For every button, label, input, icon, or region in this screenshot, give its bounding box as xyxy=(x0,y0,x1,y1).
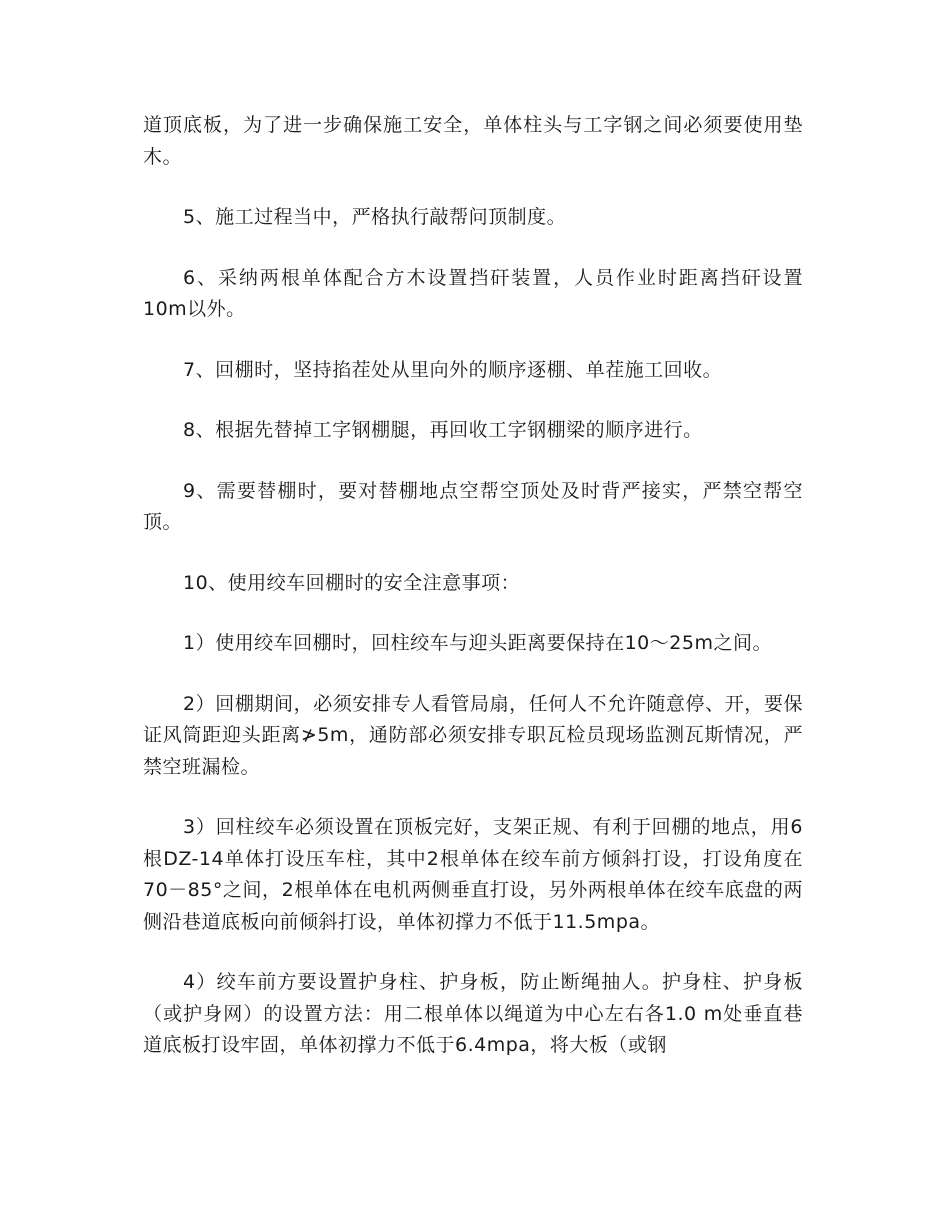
paragraph-continuation: 道顶底板，为了进一步确保施工安全，单体柱头与工字钢之间必须要使用垫木。 xyxy=(143,114,803,168)
paragraph-item-5: 5、施工过程当中，严格执行敲帮问顶制度。 xyxy=(183,206,567,228)
paragraph-item-8: 8、根据先替掉工字钢棚腿，再回收工字钢棚梁的顺序进行。 xyxy=(183,419,703,441)
paragraph-item-6: 6、采纳两根单体配合方木设置挡矸装置，人员作业时距离挡矸设置10m以外。 xyxy=(143,266,803,320)
paragraph-item-7: 7、回棚时，坚持掐茬处从里向外的顺序逐棚、单茬施工回收。 xyxy=(183,358,723,381)
paragraph-subitem-2: 2）回棚期间，必须安排专人看管局扇，任何人不允许随意停、开，要保证风筒距迎头距离≯5m，通防部必须安排专职瓦检员现场监测瓦斯情况，严禁空班漏检。 xyxy=(143,692,803,778)
paragraph-item-10: 10、使用绞车回棚时的安全注意事项： xyxy=(183,571,521,594)
paragraph-subitem-3: 3）回柱绞车必须设置在顶板完好，支架正规、有利于回棚的地点，用6根DZ-14单体打设压车柱，其中2根单体在绞车前方倾斜打设，打设角度在70－85°之间，2根单体在电机两侧垂直打设，另外两根单体在绞车底盘的两侧沿巷道底板向前倾斜打设，单体初撑力不低于11.5mpa。 xyxy=(143,816,803,933)
document-body xyxy=(143,110,803,1091)
paragraph-item-9: 9、需要替棚时，要对替棚地点空帮空顶处及时背严接实，严禁空帮空顶。 xyxy=(143,479,803,533)
paragraph-subitem-4: 4）绞车前方要设置护身柱、护身板，防止断绳抽人。护身柱、护身板（或护身网）的设置方法：用二根单体以绳道为中心左右各1.0 m处垂直巷道底板打设牢固，单体初撑力不低于6.4mpa，将大板（或钢 xyxy=(143,971,803,1056)
paragraph-subitem-1: 1）使用绞车回棚时，回柱绞车与迎头距离要保持在10～25m之间。 xyxy=(183,632,772,654)
